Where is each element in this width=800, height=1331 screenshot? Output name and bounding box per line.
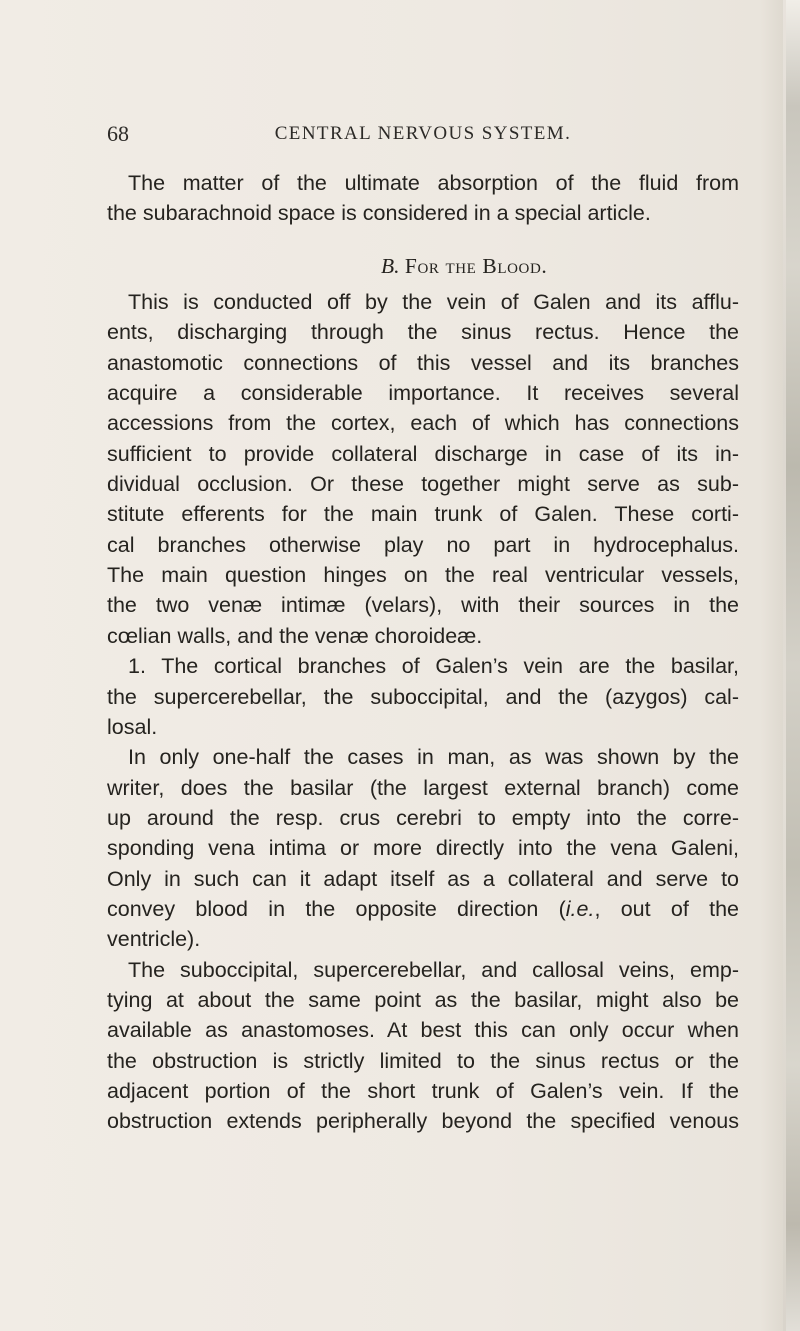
section-title: For the Blood. [404,253,548,278]
text-fragment: convey blood in the opposite direction ( [107,896,566,921]
text-line: writer, does the basilar (the largest external branch) come [107,775,739,800]
text-line: The matter of the ultimate absorption of the fluid from [128,171,739,195]
running-head: CENTRAL NERVOUS SYSTEM. [274,123,572,144]
text-line: available as anastomoses. At best this can only occur when [107,1018,739,1043]
text-line: accessions from the cortex, each of which has connections [107,411,739,436]
section-heading [107,251,739,281]
text-line: 1. The cortical branches of Galen’s vein are the basilar, [128,654,739,679]
paragraph-5 [107,955,739,1137]
text-line: In only one-half the cases in man, as was shown by the [128,745,739,770]
text-line: the obstruction is strictly limited to the sinus rectus or the [107,1048,739,1073]
text-line: the supercerebellar, the suboccipital, and the (azygos) cal- [107,684,739,709]
text-line: ventricle). [107,927,201,952]
page-body [107,168,739,1137]
text-line: losal. [107,714,158,739]
page-header [107,120,739,152]
text-line: stitute efferents for the main trunk of Galen. These corti- [107,502,739,527]
text-line: sponding vena intima or more directly into the vena Galeni, [107,836,739,861]
paragraph-2 [107,287,739,651]
text-line: Only in such can it adapt itself as a collateral and serve to [107,866,739,891]
text-line: the two venæ intimæ (velars), with their sources in the [107,593,739,618]
text-line: cal branches otherwise play no part in hydrocephalus. [107,532,739,557]
text-line: cœlian walls, and the venæ choroideæ. [107,623,483,648]
text-line: ents, discharging through the sinus rectus. Hence the [107,320,739,345]
text-line: This is conducted off by the vein of Galen and its afflu- [128,290,739,315]
text-line: sufficient to provide collateral discharge in case of its in- [107,441,739,466]
page-edge [786,0,800,1331]
paragraph-1 [107,168,739,229]
text-line: The main question hinges on the real ventricular vessels, [107,563,739,588]
text-line: obstruction extends peripherally beyond the specified venous [107,1109,739,1134]
text-line: dividual occlusion. Or these together might serve as sub- [107,472,739,497]
italic-abbreviation: i.e. [565,896,595,921]
section-letter: B. [381,253,400,278]
text-line: acquire a considerable importance. It receives several [107,381,739,406]
text-line: the subarachnoid space is considered in a special article. [107,201,651,226]
text-line: anastomotic connections of this vessel and its branches [107,350,739,375]
paragraph-4 [107,742,739,954]
page-number: 68 [107,121,129,146]
paragraph-3 [107,651,739,742]
text-line: tying at about the same point as the basilar, might also be [107,987,739,1012]
text-fragment: , out of the [594,896,740,921]
text-line-with-italic [107,894,739,924]
text-line: adjacent portion of the short trunk of Galen’s vein. If the [107,1078,739,1103]
text-line: up around the resp. crus cerebri to empty into the corre- [107,805,739,830]
text-line: The suboccipital, supercerebellar, and callosal veins, emp- [128,957,739,982]
